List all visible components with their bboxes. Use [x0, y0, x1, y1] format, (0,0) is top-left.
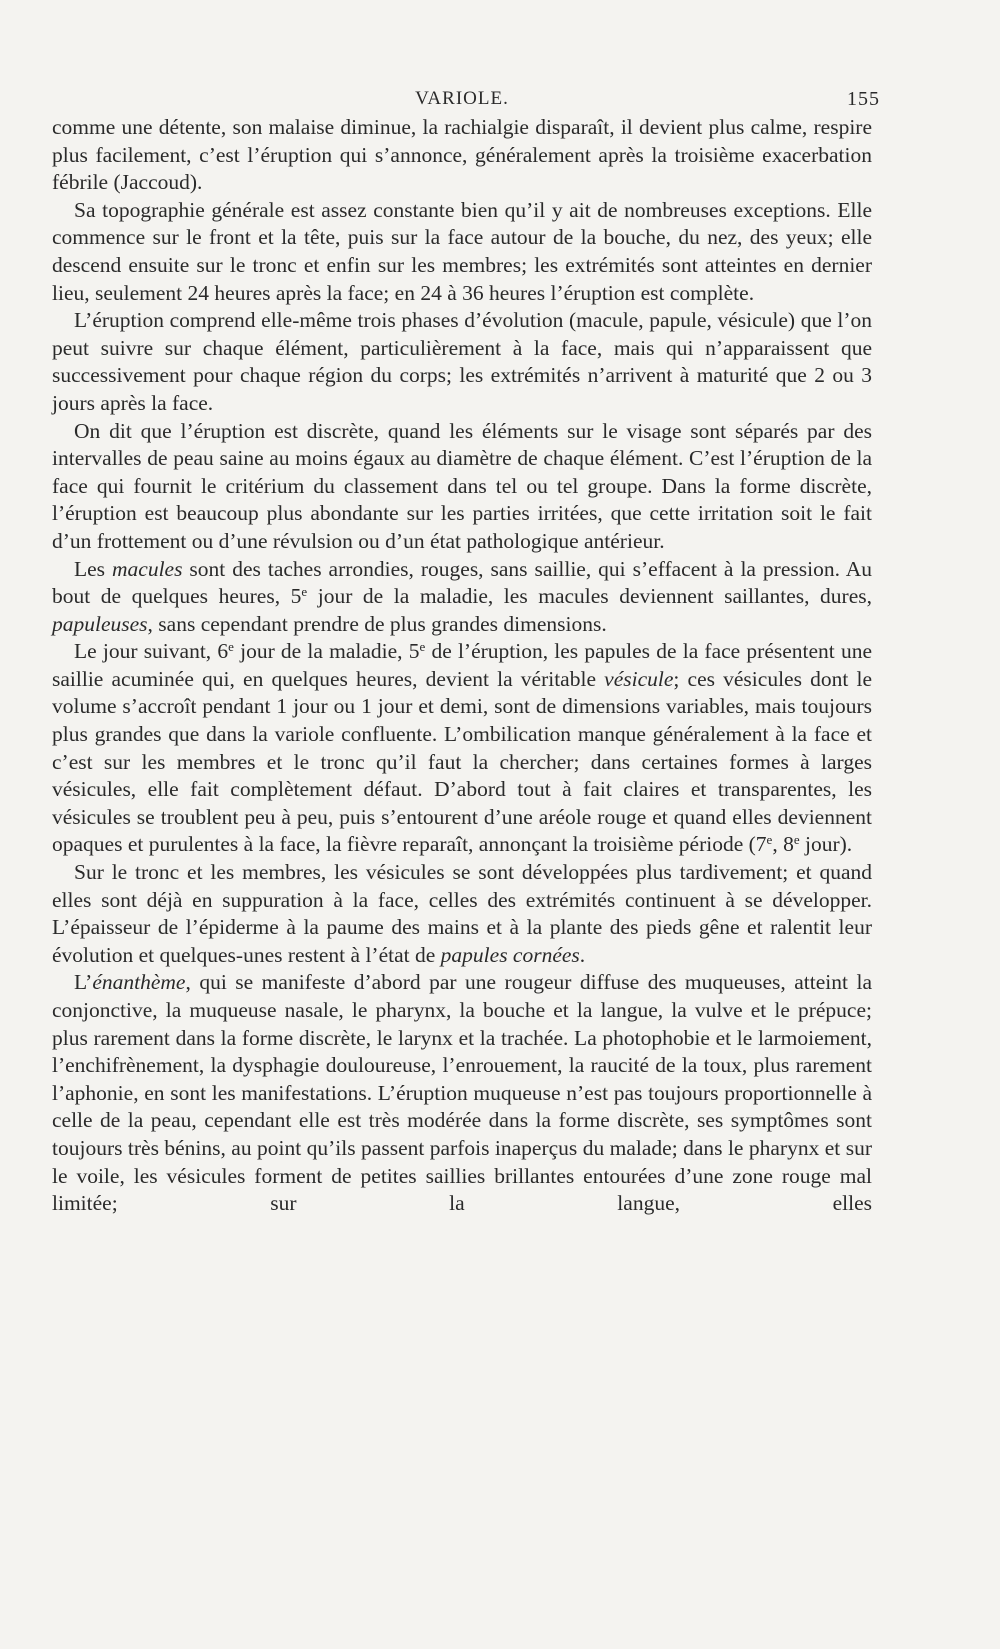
paragraph-macules: [52, 556, 872, 639]
page-number: 155: [847, 88, 880, 110]
italic-term: vésicule: [604, 666, 674, 691]
paragraph-tronc-membres: [52, 859, 872, 969]
text-run: Le jour suivant, 6: [74, 639, 229, 664]
text-run: Sur le tronc et les membres, les vésicules se sont développées plus tardivement; et quand elles sont déjà en suppuration à la face, celles des extrémités continuent à se développer. L’épaisseur de l’épiderme à la paume des mains et à la plante des pieds gêne et ralentit leur évolution et quelques-unes restent à l’état de: [52, 860, 872, 967]
paragraph-topographie: Sa topographie générale est assez constante bien qu’il y ait de nombreuses exceptions. Elle commence sur le front et la tête, puis sur la face autour de la bouche, du nez, des yeux; elle descend ensuite sur le tronc et enfin sur les membres; les extrémités sont atteintes en dernier lieu, seulement 24 heures après la face; en 24 à 36 heures l’éruption est complète.: [52, 197, 872, 305]
paragraph-continued: comme une détente, son malaise diminue, la rachialgie disparaît, il devient plus calme, respire plus facilement, c’est l’éruption qui s’annonce, généralement après la troisième exacerbation fébrile (Jaccoud).: [52, 115, 872, 195]
superscript: e: [301, 584, 308, 600]
body-text: [52, 114, 872, 1218]
paragraph-enantheme: [52, 969, 872, 1217]
italic-term: macules: [112, 556, 183, 581]
superscript: e: [766, 832, 773, 848]
book-page: [52, 88, 880, 1218]
running-head: [52, 88, 880, 118]
paragraph-vesicules: [52, 638, 872, 859]
text-run: sont des taches arrondies, rouges, sans saillie, qui s’effacent à la pression. Au bout de quelques heures, 5: [52, 556, 873, 609]
text-run: jour de la maladie, 5: [233, 639, 420, 664]
text-run: jour).: [799, 832, 853, 857]
text-run: Les: [74, 556, 113, 581]
superscript: e: [793, 832, 800, 848]
paragraph-phases: L’éruption comprend elle-même trois phases d’évolution (macule, papule, vésicule) que l’on peut suivre sur chaque élément, particulièrement à la face, mais qui n’apparaissent que successivement pour chaque région du corps; les extrémités n’arrivent à maturité que 2 ou 3 jours après la face.: [52, 308, 872, 415]
italic-term: énanthème: [92, 970, 186, 995]
italic-term: papules cornées: [440, 942, 580, 967]
superscript: e: [228, 639, 234, 655]
text-run: jour de la maladie, les macules deviennent saillantes, dures,: [307, 584, 872, 609]
paragraph-discrete: On dit que l’éruption est discrète, quand les éléments sur le visage sont séparés par des intervalles de peau saine au moins égaux au diamètre de chaque élément. C’est l’éruption de la face qui fournit le critérium du classement dans tel ou tel groupe. Dans la forme discrète, l’éruption est beaucoup plus abondante sur les parties irritées, que cette irritation soit le fait d’un frottement ou d’une révulsion ou d’un état pathologique antérieur.: [52, 418, 872, 553]
text-run: ; ces vésicules dont le volume s’accroît pendant 1 jour ou 1 jour et demi, sont de dimensions variables, mais toujours plus grandes que dans la variole confluente. L’ombilication manque généralement à la face et c’est sur les membres et le tronc qu’il faut la chercher; dans certaines formes à larges vésicules, elle fait complètement défaut. D’abord tout à fait claires et transparentes, les vésicules se troublent peu à peu, puis s’entourent d’une aréole rouge et quand elles deviennent opaques et purulentes à la face, la fièvre reparaît, annonçant la troisième période (7: [52, 666, 872, 857]
text-run: .: [579, 942, 586, 967]
superscript: e: [419, 639, 426, 655]
text-run: , sans cependant prendre de plus grandes dimensions.: [147, 611, 607, 636]
italic-term: papuleuses: [52, 611, 148, 636]
text-run: L’: [74, 970, 93, 995]
running-title: VARIOLE.: [415, 88, 509, 109]
text-run: , 8: [772, 832, 794, 857]
text-run: de l’éruption, les papules de la face présentent une saillie acuminée qui, en quelques heures, devient la véritable: [52, 639, 872, 691]
text-run: , qui se manifeste d’abord par une rougeur diffuse des muqueuses, atteint la conjonctive, la muqueuse nasale, le pharynx, la bouche et la langue, la vulve et le prépuce; plus rarement dans la forme discrète, le larynx et la trachée. La photophobie et le larmoiement, l’enchifrènement, la dysphagie douloureuse, l’enrouement, la raucité de la toux, plus rarement l’aphonie, en sont les manifestations. L’éruption muqueuse n’est pas toujours proportionnelle à celle de la peau, cependant elle est très modérée dans la forme discrète, ses symptômes sont toujours très bénins, au point qu’ils passent parfois inaperçus du malade; dans le pharynx et sur le voile, les vésicules forment de petites saillies brillantes entourées d’une zone rouge mal limitée; sur la langue, elles: [52, 970, 872, 1216]
